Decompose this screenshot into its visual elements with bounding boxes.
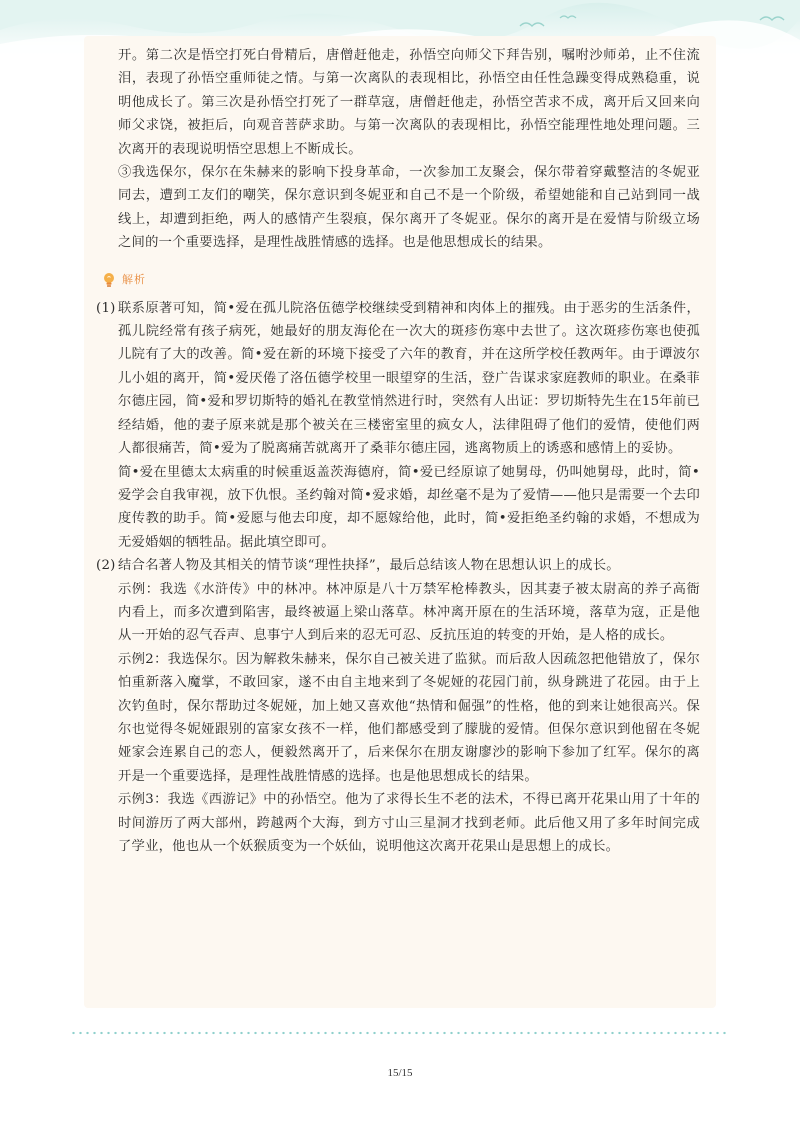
item-1-paragraph-2: 简•爱在里德太太病重的时候重返盖茨海德府，简•爱已经原谅了她舅母，仍叫她舅母，此时，简•爱学会自我审视，放下仇恨。圣约翰对简•爱求婚，却丝毫不是为了爱情——他只是需要一个去印度传教的助手。简•爱愿与他去印度，却不愿嫁给他，此时，简•爱拒绝圣约翰的求婚，不想成为无爱婚姻的牺牲品。据此填空即可。 [118,464,700,550]
analysis-item-2-row [96,554,700,858]
item-2-example-3: 示例3：我选《西游记》中的孙悟空。他为了求得长生不老的法术，不得已离开花果山用了十年的时间游历了两大部州，跨越两个大海，到方寸山三星洞才找到老师。此后他又用了多年时间完成了学业，他也从一个妖猴质变为一个妖仙，说明他这次离开花果山是思想上的成长。 [118,792,700,854]
item-marker-2: (2) [96,558,116,574]
analysis-item-1 [96,297,700,554]
item-1-body [118,297,700,554]
lightbulb-icon [102,272,116,288]
answer-paragraph-2: ③我选保尔，保尔在朱赫来的影响下投身革命，一次参加工友聚会，保尔带着穿戴整洁的冬妮亚同去，遭到工友们的嘲笑，保尔意识到冬妮亚和自己不是一个阶级，希望她能和自己站到同一战线上，却遭到拒绝，两人的感情产生裂痕，保尔离开了冬妮亚。保尔的离开是在爱情与阶级立场之间的一个重要选择，是理性战胜情感的选择。也是他思想成长的结果。 [118,165,700,251]
item-1-paragraph-1: 联系原著可知，简•爱在孤儿院洛伍德学校继续受到精神和肉体上的摧残。由于恶劣的生活条件，孤儿院经常有孩子病死，她最好的朋友海伦在一次大的斑疹伤寒中去世了。这次斑疹伤寒也使孤儿院有了大的改善。简•爱在新的环境下接受了六年的教育，并在这所学校任教两年。由于谭波尔儿小姐的离开，简•爱厌倦了洛伍德学校里一眼望穿的生活，登广告谋求家庭教师的职业。在桑菲尔德庄园，简•爱和罗切斯特的婚礼在教堂悄然进行时，突然有人出证：罗切斯特先生在15年前已经结婚，他的妻子原来就是那个被关在三楼密室里的疯女人，法律阻碍了他们的爱情，使他们两人都很痛苦，简•爱为了脱离痛苦就离开了桑菲尔德庄园，逃离物质上的诱惑和感情上的妥协。 [118,300,700,457]
item-2-example-1: 示例：我选《水浒传》中的林冲。林冲原是八十万禁军枪棒教头，因其妻子被太尉高的养子高衙内看上，而多次遭到陷害，最终被逼上梁山落草。林冲离开原在的生活环境，落草为寇，正是他从一开始的忍气吞声、息事宁人到后来的忍无可忍、反抗压迫的转变的开始，是人格的成长。 [118,581,700,644]
analysis-item-1-row [96,297,700,554]
item-marker-1: (1) [96,300,116,316]
item-2-example-2: 示例2：我选保尔。因为解救朱赫来，保尔自己被关进了监狱。而后敌人因疏忽把他错放了，保尔怕重新落入魔掌，不敢回家，遂不由自主地来到了冬妮娅的花园门前，纵身跳进了花园。由于上次钓鱼时，保尔帮助过冬妮娅，加上她又喜欢他“热情和倔强”的性格，他的到来让她很高兴。保尔也觉得冬妮娅跟别的富家女孩不一样，他们都感受到了朦胧的爱情。但保尔意识到他留在冬妮娅家会连累自己的恋人，便毅然离开了，后来保尔在朋友谢廖沙的影响下参加了红军。保尔的离开是一个重要选择，是理性战胜情感的选择。也是他思想成长的结果。 [118,651,700,784]
document-body [96,44,700,858]
footer-dotted-divider [70,1031,730,1035]
page-number: 15/15 [387,1067,413,1079]
item-2-body [118,554,700,858]
item-2-paragraph-1: 结合名著人物及其相关的情节谈“理性抉择”，最后总结该人物在思想认识上的成长。 [118,558,620,574]
analysis-label: 解析 [122,272,146,286]
answer-continuation [118,44,700,255]
answer-paragraph-1: 开。第二次是悟空打死白骨精后，唐僧赶他走，孙悟空向师父下拜告别，嘱咐沙师弟，止不住流泪，表现了孙悟空重师徒之情。与第一次离队的表现相比，孙悟空由任性急躁变得成熟稳重，说明他成长了。第三次是孙悟空打死了一群草寇，唐僧赶他走，孙悟空苦求不成，离开后又回来向师父求饶，被拒后，向观音菩萨求助。与第一次离队的表现相比，孙悟空能理性地处理问题。三次离开的表现说明悟空思想上不断成长。 [118,48,700,157]
analysis-item-2 [96,554,700,858]
analysis-header [102,269,700,291]
